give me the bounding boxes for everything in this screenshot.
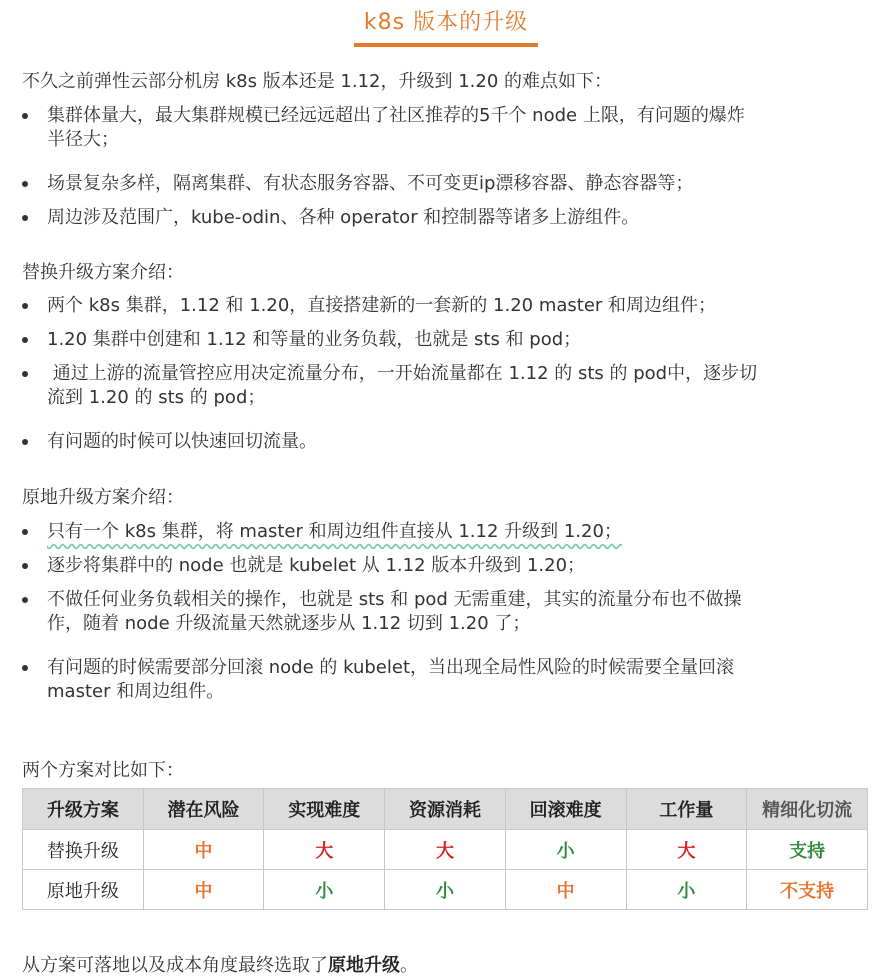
page-title: k8s 版本的升级 bbox=[363, 10, 529, 35]
table-cell: 中 bbox=[143, 870, 264, 910]
table-cell: 小 bbox=[385, 870, 506, 910]
bullet-dot bbox=[22, 337, 28, 343]
difficulty-item-2: 场景复杂多样，隔离集群、有状态服务容器、不可变更ip漂移容器、静态容器等； bbox=[47, 173, 694, 194]
bullet-dot bbox=[22, 181, 28, 187]
plan-a-item-1: 两个 k8s 集群，1.12 和 1.20，直接搭建新的一套新的 1.20 master 和周边组件； bbox=[47, 295, 717, 316]
difficulty-item-1: 集群体量大，最大集群规模已经远远超出了社区推荐的5千个 node 上限，有问题的爆炸 半径大； bbox=[47, 105, 745, 150]
table-cell: 中 bbox=[143, 830, 264, 870]
column-header: 资源消耗 bbox=[385, 789, 506, 830]
difficulty-item-3: 周边涉及范围广，kube-odin、各种 operator 和控制器等诸多上游组件。 bbox=[47, 207, 640, 228]
column-header: 精细化切流 bbox=[747, 789, 868, 830]
bullet-dot bbox=[22, 371, 28, 377]
title-block bbox=[0, 6, 892, 40]
column-header: 工作量 bbox=[626, 789, 747, 830]
conclusion-paragraph: 从方案可落地以及成本角度最终选取了原地升级。 bbox=[22, 955, 418, 976]
table-cell: 支持 bbox=[747, 830, 868, 870]
title-underline bbox=[354, 43, 538, 47]
row-label: 原地升级 bbox=[23, 870, 144, 910]
column-header: 实现难度 bbox=[264, 789, 385, 830]
table-header-row bbox=[23, 789, 868, 830]
table-cell: 大 bbox=[385, 830, 506, 870]
row-label: 替换升级 bbox=[23, 830, 144, 870]
plan-a-item-2: 1.20 集群中创建和 1.12 和等量的业务负载，也就是 sts 和 pod； bbox=[47, 329, 582, 350]
column-header: 潜在风险 bbox=[143, 789, 264, 830]
plan-a-item-3: 通过上游的流量管控应用决定流量分布，一开始流量都在 1.12 的 sts 的 pod中，逐步切 流到 1.20 的 sts 的 pod； bbox=[47, 363, 758, 408]
column-header: 升级方案 bbox=[23, 789, 144, 830]
bullet-dot bbox=[22, 439, 28, 445]
table-row bbox=[23, 870, 868, 910]
bullet-dot bbox=[22, 529, 28, 535]
comparison-table bbox=[22, 788, 868, 910]
plan-b-item-4: 有问题的时候需要部分回滚 node 的 kubelet，当出现全局性风险的时候需要全量回滚 master 和周边组件。 bbox=[47, 657, 734, 702]
table-cell: 大 bbox=[264, 830, 385, 870]
table-cell: 小 bbox=[264, 870, 385, 910]
column-header: 回滚难度 bbox=[505, 789, 626, 830]
bullet-dot bbox=[22, 665, 28, 671]
intro-paragraph: 不久之前弹性云部分机房 k8s 版本还是 1.12，升级到 1.20 的难点如下： bbox=[22, 71, 613, 92]
table-cell: 中 bbox=[505, 870, 626, 910]
table-cell: 不支持 bbox=[747, 870, 868, 910]
bullet-dot bbox=[22, 563, 28, 569]
plan-a-heading: 替换升级方案介绍： bbox=[22, 262, 184, 283]
plan-b-item-2: 逐步将集群中的 node 也就是 kubelet 从 1.12 版本升级到 1.20； bbox=[47, 555, 586, 576]
chosen-plan: 原地升级 bbox=[328, 955, 400, 976]
bullet-dot bbox=[22, 113, 28, 119]
plan-a-item-4: 有问题的时候可以快速回切流量。 bbox=[47, 431, 317, 452]
bullet-dot bbox=[22, 303, 28, 309]
table-cell: 小 bbox=[505, 830, 626, 870]
table-cell: 小 bbox=[626, 870, 747, 910]
bullet-dot bbox=[22, 597, 28, 603]
compare-heading: 两个方案对比如下： bbox=[22, 760, 184, 781]
plan-b-item-3: 不做任何业务负载相关的操作，也就是 sts 和 pod 无需重建，其实的流量分布也不做操 作，随着 node 升级流量天然就逐步从 1.12 切到 1.20 了； bbox=[47, 589, 742, 634]
plan-b-item-1: 只有一个 k8s 集群，将 master 和周边组件直接从 1.12 升级到 1.20； bbox=[47, 521, 622, 542]
table-cell: 大 bbox=[626, 830, 747, 870]
plan-b-heading: 原地升级方案介绍： bbox=[22, 487, 184, 508]
bullet-dot bbox=[22, 215, 28, 221]
table-row bbox=[23, 830, 868, 870]
